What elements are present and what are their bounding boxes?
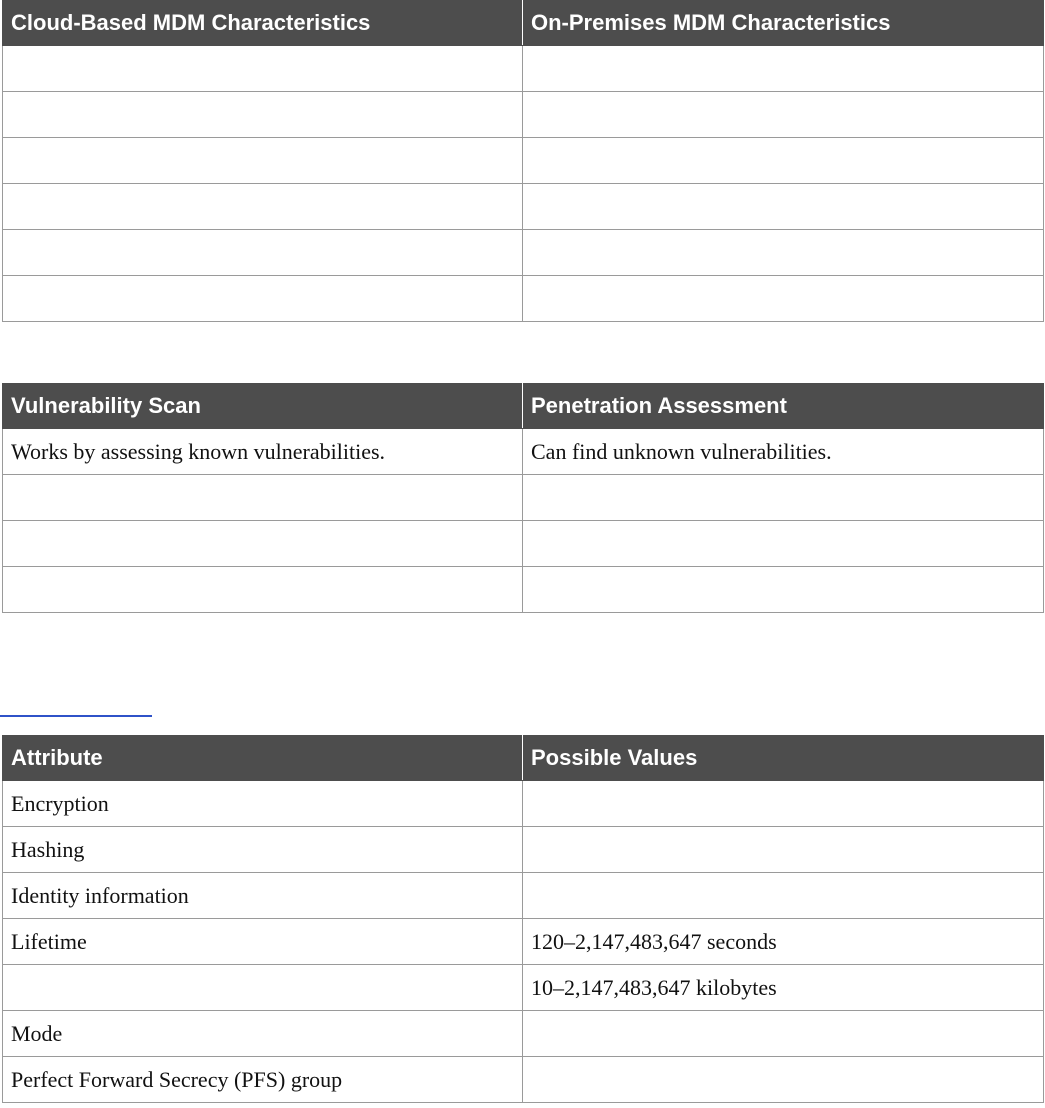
table-cell: Encryption [3, 781, 523, 827]
table-row [3, 46, 1044, 92]
table-row [3, 965, 1044, 1011]
table-row [3, 230, 1044, 276]
table-row [3, 475, 1044, 521]
table-row [3, 873, 1044, 919]
column-header: Vulnerability Scan [3, 384, 523, 429]
table-cell [523, 567, 1044, 613]
table-row [3, 92, 1044, 138]
table-row [3, 919, 1044, 965]
table-row [3, 184, 1044, 230]
table-header-row [3, 384, 1044, 429]
table-cell: Can find unknown vulnerabilities. [523, 429, 1044, 475]
table-cell [3, 184, 523, 230]
table-cell: Works by assessing known vulnerabilities. [3, 429, 523, 475]
column-header: Possible Values [523, 736, 1044, 781]
table-cell [523, 46, 1044, 92]
table-cell [523, 827, 1044, 873]
table-cell [523, 184, 1044, 230]
table-header-row [3, 1, 1044, 46]
column-header: Cloud-Based MDM Characteristics [3, 1, 523, 46]
table-cell: 120–2,147,483,647 seconds [523, 919, 1044, 965]
table-cell: Identity information [3, 873, 523, 919]
column-header: Penetration Assessment [523, 384, 1044, 429]
table-cell [523, 1057, 1044, 1103]
table-cell [523, 521, 1044, 567]
table-cell: Mode [3, 1011, 523, 1057]
table-row [3, 1057, 1044, 1103]
table-row [3, 276, 1044, 322]
table-cell [3, 230, 523, 276]
table-cell [523, 230, 1044, 276]
table-row [3, 567, 1044, 613]
table-cell [3, 521, 523, 567]
table-header-row [3, 736, 1044, 781]
table-cell [3, 92, 523, 138]
table-cell [3, 46, 523, 92]
column-header: On-Premises MDM Characteristics [523, 1, 1044, 46]
table-cell [3, 138, 523, 184]
table-cell [523, 873, 1044, 919]
table-cell [523, 276, 1044, 322]
attribute-values-table [2, 735, 1044, 1103]
table-cell [3, 965, 523, 1011]
table-row [3, 827, 1044, 873]
table-cell [3, 276, 523, 322]
table-row [3, 521, 1044, 567]
table-row [3, 1011, 1044, 1057]
table-cell: 10–2,147,483,647 kilobytes [523, 965, 1044, 1011]
table-row [3, 429, 1044, 475]
table-cell: Lifetime [3, 919, 523, 965]
table-row [3, 781, 1044, 827]
column-header: Attribute [3, 736, 523, 781]
scan-vs-pentest-table [2, 383, 1044, 613]
link-underline[interactable] [0, 715, 152, 717]
table-cell [523, 138, 1044, 184]
mdm-characteristics-table [2, 0, 1044, 322]
table-cell [3, 567, 523, 613]
table-cell [523, 1011, 1044, 1057]
table-row [3, 138, 1044, 184]
table-cell: Perfect Forward Secrecy (PFS) group [3, 1057, 523, 1103]
table-cell: Hashing [3, 827, 523, 873]
table-cell [523, 781, 1044, 827]
table-cell [3, 475, 523, 521]
table-cell [523, 475, 1044, 521]
table-cell [523, 92, 1044, 138]
